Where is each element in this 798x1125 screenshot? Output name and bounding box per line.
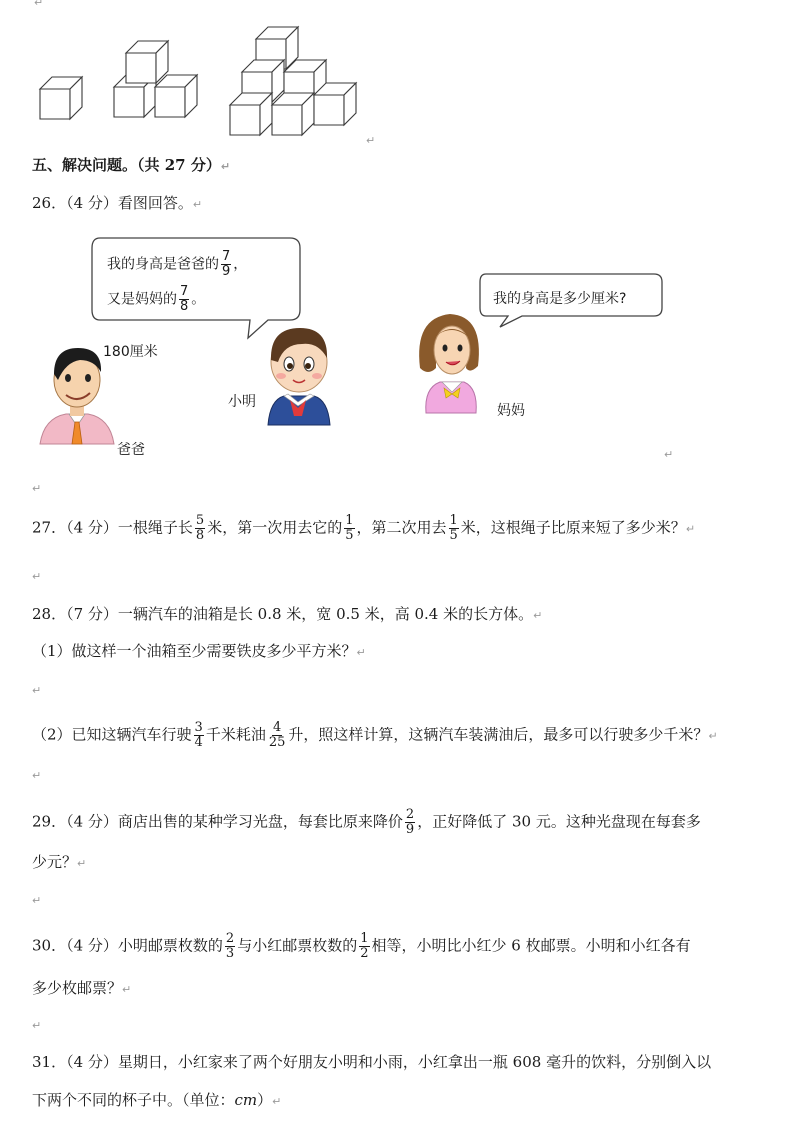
- fraction-denominator: 2: [360, 946, 369, 961]
- xiaoming-illustration: [262, 322, 334, 426]
- question-text: 与小红邮票枚数的: [237, 936, 358, 955]
- fraction: [268, 721, 287, 750]
- fraction-numerator: 2: [225, 931, 235, 946]
- question-text: 一根绳子长: [117, 518, 193, 537]
- question-number: 30．: [32, 936, 67, 955]
- question-text: （1）做这样一个油箱至少需要铁皮多少平方米？: [32, 642, 357, 660]
- bubble2-text: 我的身高是多少厘米?: [493, 291, 627, 307]
- question-text: ）: [257, 1091, 273, 1109]
- dad-label: 爸爸: [117, 442, 145, 458]
- fraction: [405, 808, 415, 837]
- fraction-numerator: 7: [180, 284, 189, 299]
- paragraph-mark: ↵: [366, 134, 376, 147]
- question-text: 米，这根绳子比原来短了多少米？: [460, 518, 686, 537]
- question-text: 小明邮票枚数的: [117, 936, 223, 955]
- question-text: 一辆汽车的油箱是长 0.8 米，宽 0.5 米，高 0.4 米的长方体。: [117, 605, 534, 623]
- question-28-part-2: [32, 721, 718, 750]
- question-number: 28．: [32, 605, 67, 623]
- section-title: [32, 155, 230, 177]
- mom-label: 妈妈: [497, 403, 525, 419]
- question-30-line-2: [32, 978, 131, 1000]
- paragraph-mark: ↵: [356, 646, 366, 659]
- fraction-denominator: 5: [345, 528, 354, 543]
- cube: [272, 93, 314, 135]
- question-text: 星期日，小红家来了两个好朋友小明和小雨，小红拿出一瓶 608 毫升的饮料，分别倒入以: [117, 1053, 712, 1071]
- paragraph-mark: ↵: [192, 198, 203, 211]
- fraction: [195, 514, 205, 543]
- paragraph-mark: ↵: [32, 894, 42, 907]
- question-score: （4 分）: [66, 194, 118, 212]
- fraction-denominator: 8: [195, 528, 205, 543]
- mom-illustration: [412, 308, 488, 414]
- question-text: 相等，小明比小红少 6 枚邮票。小明和小红各有: [371, 936, 691, 955]
- fraction-denominator: 9: [222, 264, 231, 279]
- question-text: 下两个不同的杯子中。（单位：: [32, 1091, 235, 1109]
- bubble-text: 又是妈妈的: [107, 291, 177, 308]
- question-score: （4 分）: [66, 518, 118, 537]
- paragraph-mark: ↵: [77, 857, 87, 870]
- paragraph-mark: ↵: [32, 769, 42, 782]
- fraction-numerator: 3: [194, 720, 203, 735]
- paragraph-mark: ↵: [122, 983, 132, 996]
- fraction-numerator: 7: [222, 249, 231, 264]
- bubble-text: 。: [191, 291, 206, 308]
- question-28-part-1: [32, 641, 366, 663]
- dad-height-label: 180厘米: [103, 344, 158, 360]
- paragraph-mark: ↵: [685, 522, 696, 536]
- xiaoming-label: 小明: [228, 394, 256, 410]
- paragraph-mark: ↵: [664, 448, 674, 461]
- section-title-text: 五、解决问题。（共 27 分）: [32, 156, 221, 174]
- question-text: ，正好降低了 30 元。这种光盘现在每套多: [417, 812, 701, 831]
- question-score: （4 分）: [66, 1053, 118, 1071]
- cube: [40, 77, 82, 119]
- bubble1-line2: [107, 285, 205, 314]
- question-text: 多少枚邮票？: [32, 979, 123, 997]
- paragraph-mark: ↵: [32, 684, 42, 697]
- paragraph-mark: ↵: [32, 1019, 42, 1032]
- question-text: 米，第一次用去它的: [207, 518, 343, 537]
- cube: [314, 83, 356, 125]
- paragraph-mark: ↵: [32, 570, 42, 583]
- question-number: 29．: [32, 812, 67, 831]
- question-score: （4 分）: [66, 936, 118, 955]
- fraction-numerator: 1: [360, 931, 369, 946]
- fraction-denominator: 9: [405, 822, 415, 837]
- fraction-denominator: 25: [268, 735, 286, 750]
- fraction: [449, 514, 459, 543]
- question-text: 千米耗油: [205, 725, 266, 744]
- fraction-numerator: 1: [449, 513, 458, 528]
- cube: [230, 93, 272, 135]
- fraction: [359, 932, 369, 961]
- question-text: 少元？: [32, 853, 78, 871]
- bubble-text: ，: [233, 256, 248, 273]
- fraction-numerator: 4: [272, 720, 282, 735]
- cube: [126, 41, 168, 83]
- question-score: （4 分）: [66, 812, 118, 831]
- fraction: [221, 250, 231, 279]
- fraction: [179, 285, 189, 314]
- fraction-denominator: 4: [194, 735, 203, 750]
- paragraph-mark: ↵: [533, 609, 543, 622]
- bubble-text: 我的身高是爸爸的: [107, 256, 219, 273]
- question-30: [32, 932, 691, 961]
- question-text: （2）已知这辆汽车行驶: [32, 725, 192, 744]
- question-26: [32, 193, 202, 215]
- fraction-numerator: 1: [345, 513, 354, 528]
- fraction-denominator: 5: [449, 528, 458, 543]
- question-number: 27．: [32, 518, 67, 537]
- bubble1-line1: [107, 250, 247, 279]
- question-score: （7 分）: [66, 605, 118, 623]
- paragraph-mark: ↵: [272, 1095, 282, 1108]
- question-number: 31．: [32, 1053, 67, 1071]
- question-text: 看图回答。: [117, 194, 193, 212]
- question-28: [32, 604, 542, 626]
- question-number: 26．: [32, 194, 67, 212]
- question-31: [32, 1052, 711, 1072]
- cube: [155, 75, 197, 117]
- paragraph-mark: ↵: [708, 729, 718, 743]
- fraction: [344, 514, 354, 543]
- paragraph-mark: ↵: [220, 160, 231, 173]
- fraction-numerator: 2: [405, 807, 415, 822]
- paragraph-mark: ↵: [34, 0, 44, 9]
- question-29-line-2: [32, 852, 86, 874]
- fraction-denominator: 8: [180, 299, 189, 314]
- question-text: 商店出售的某种学习光盘，每套比原来降价: [117, 812, 403, 831]
- fraction-denominator: 3: [225, 946, 235, 961]
- fraction: [194, 721, 204, 750]
- question-text: ，第二次用去: [356, 518, 447, 537]
- question-31-line-2: [32, 1090, 281, 1112]
- question-27: [32, 514, 695, 543]
- paragraph-mark: ↵: [32, 482, 42, 495]
- unit-text: cm: [234, 1091, 258, 1109]
- fraction-numerator: 5: [195, 513, 205, 528]
- question-29: [32, 808, 701, 837]
- cubes-figure: [0, 0, 400, 150]
- question-text: 升，照这样计算，这辆汽车装满油后，最多可以行驶多少千米？: [288, 725, 709, 744]
- fraction: [225, 932, 235, 961]
